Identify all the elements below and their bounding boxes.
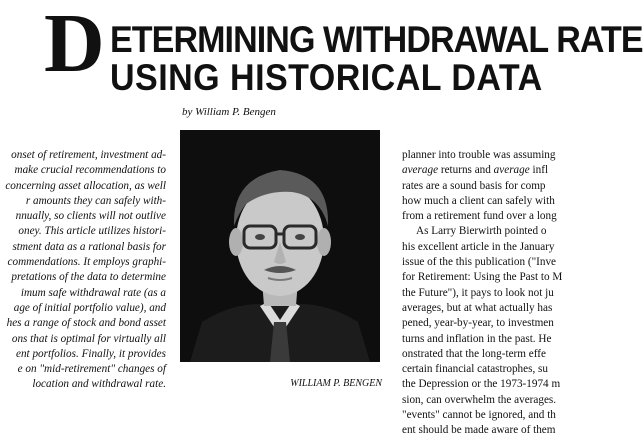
body-line: the Future"), it pays to look not ju [402,286,554,299]
abstract-line: oney. This article utilizes histori- [18,225,166,238]
abstract-line: make crucial recommendations to [14,164,166,177]
abstract-line: e on "mid-retirement" changes of [17,363,166,376]
abstract-line: stment data as a rational basis for [12,240,166,253]
body-line: rates are a sound basis for comp [402,179,546,192]
body-line: from a retirement fund over a long [402,210,557,223]
abstract-line: ent portfolios. Finally, it provides [16,347,166,360]
body-text: infl [529,164,549,177]
body-line [402,163,560,178]
body-line: issue of the this publication ("Inve [402,256,557,269]
body-line: onstrated that the long-term effe [402,347,546,360]
body-line: "events" cannot be ignored, and th [402,409,556,422]
abstract-line: age of initial portfolio value), and [13,301,166,314]
body-line: how much a client can safely with [402,194,555,207]
body-line: pened, year-by-year, to investmen [402,317,554,330]
abstract-line: onset of retirement, investment ad- [11,149,166,161]
abstract-line: pretations of the data to determine [11,271,166,284]
article-title [0,0,643,100]
emphasis-text: average [402,164,439,177]
abstract-line: ons that is optimal for virtually all [11,332,166,345]
body-line: certain financial catastrophes, su [402,363,548,376]
author-photo [180,130,380,362]
title-line-2: USING HISTORICAL DATA [110,57,543,98]
body-column [402,148,563,437]
photo-caption: WILLIAM P. BENGEN [290,378,382,389]
body-line: averages, but at what actually has [402,301,553,314]
body-line: ent should be made aware of them [402,424,556,437]
body-line: for Retirement: Using the Past to M [402,271,563,284]
abstract-line: commendations. It employs graphi- [7,256,166,269]
body-text: returns and [438,164,494,177]
title-drop-cap: D [44,0,105,90]
abstract-line: concerning asset allocation, as well [5,179,166,192]
title-line-1: ETERMINING WITHDRAWAL RATE [110,19,643,60]
abstract-line: location and withdrawal rate. [32,378,166,391]
abstract-line: r amounts they can safely with- [25,194,166,207]
body-line: the Depression or the 1973-1974 m [402,378,561,391]
emphasis-text: average [493,164,530,177]
body-line: his excellent article in the January [402,240,555,253]
abstract-line: nnually, so clients will not outlive [15,210,166,223]
abstract-line: imum safe withdrawal rate (as a [20,286,166,299]
body-line: As Larry Bierwirth pointed o [416,225,547,238]
body-line: planner into trouble was assuming [402,149,556,161]
abstract-line: hes a range of stock and bond asset [6,317,166,330]
body-line: turns and inflation in the past. He [402,332,552,345]
body-line: sion, can overwhelm the averages. [402,393,557,406]
abstract-column [0,148,166,391]
byline: by William P. Bengen [182,106,276,118]
